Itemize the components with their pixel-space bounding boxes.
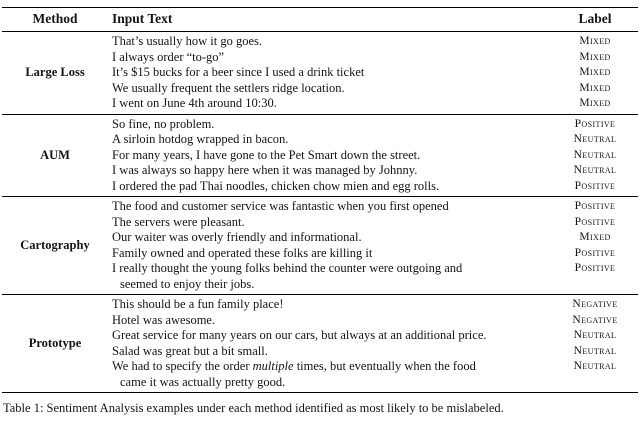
input-text-cell: Hotel was awesome. [112,312,216,327]
section-large-loss [2,32,638,114]
method-name: Large Loss [25,65,85,80]
table-row [108,246,638,262]
section-rows [108,34,638,112]
label-cell: Positive [574,179,616,192]
table-row [108,34,638,50]
method-name: Cartography [20,238,90,252]
input-text-line1: We had to specify the order multiple times, but eventually when the food [112,359,476,373]
label-cell: Negative [572,313,618,326]
label-cell: Negative [572,298,618,310]
table-row [108,261,638,292]
label-cell: Positive [574,262,616,274]
label-cell: Mixed [579,66,611,78]
table-row [108,230,638,246]
input-text-cell: Our waiter was overly friendly and informational. [112,230,362,244]
section-rows [108,199,638,292]
table-header [2,8,638,31]
label-cell: Positive [574,117,616,130]
table-row [108,96,638,112]
label-cell: Positive [574,246,616,259]
input-text-cell: A sirloin hotdog wrapped in bacon. [112,132,289,146]
method-name: AUM [40,147,70,162]
input-text-cell: I ordered the pad Thai noodles, chicken chow mien and egg rolls. [112,178,440,193]
section-rows [108,297,638,390]
label-cell: Neutral [573,148,617,161]
label-cell: Neutral [573,360,617,372]
label-cell: Mixed [579,97,611,109]
table-row [108,50,638,66]
table-row [108,163,638,179]
input-text-cell: It’s $15 bucks for a beer since I used a drink ticket [112,65,365,79]
label-cell: Neutral [573,344,617,357]
label-cell: Neutral [573,133,617,145]
section-prototype [2,295,638,392]
input-text-cell: That’s usually how it go goes. [112,34,262,48]
table-row [108,148,638,164]
table-row [108,313,638,329]
section-aum [2,115,638,197]
input-text-cell: Salad was great but a bit small. [112,343,268,358]
input-text-cell: So fine, no problem. [112,116,215,131]
table-row [108,344,638,360]
header-method: Method [32,11,78,26]
table-row [108,117,638,133]
table-caption: Table 1: Sentiment Analysis examples under each method identified as most likely to be mislabeled. [3,401,504,415]
table-row [108,297,638,313]
bottom-rule [2,392,638,393]
table-row [108,359,638,390]
header-input-text: Input Text [112,11,173,26]
input-text-cell: We usually frequent the settlers ridge location. [112,80,345,95]
table-row [108,132,638,148]
input-text-cell [108,261,552,292]
input-text-line1: I really thought the young folks behind the counter were outgoing and [112,261,463,275]
input-text-line2: came it was actually pretty good. [120,374,286,389]
label-cell: Mixed [579,50,611,63]
input-text-cell [108,359,552,390]
input-text-cell: For many years, I have gone to the Pet Smart down the street. [112,147,421,162]
input-text-cell: The servers were pleasant. [112,214,245,229]
table-row [108,81,638,97]
label-cell: Neutral [573,164,617,176]
header-label: Label [578,11,612,26]
input-text-cell: I always order “to-go” [112,49,225,64]
input-text-cell: Great service for many years on our cars, but always at an additional price. [112,328,487,342]
label-cell: Mixed [579,35,611,47]
input-text-cell: The food and customer service was fantastic when you first opened [112,199,449,213]
table-row [108,65,638,81]
label-cell: Mixed [579,231,611,243]
label-cell: Positive [574,215,616,228]
section-rows [108,117,638,195]
table-row [108,215,638,231]
input-text-cell: Family owned and operated these folks are killing it [112,245,373,260]
input-text-cell: I was always so happy here when it was managed by Johnny. [112,163,418,177]
table-row [108,328,638,344]
input-text-line2: seemed to enjoy their jobs. [120,276,255,291]
italic-word: multiple [252,359,294,373]
input-text-cell: I went on June 4th around 10:30. [112,96,277,110]
input-text-cell: This should be a fun family place! [112,297,284,311]
section-cartography [2,197,638,294]
results-table [2,7,638,393]
label-cell: Neutral [573,329,617,341]
label-cell: Mixed [579,81,611,94]
table-row [108,179,638,195]
label-cell: Positive [574,200,616,212]
method-name: Prototype [28,336,82,350]
table-row [108,199,638,215]
